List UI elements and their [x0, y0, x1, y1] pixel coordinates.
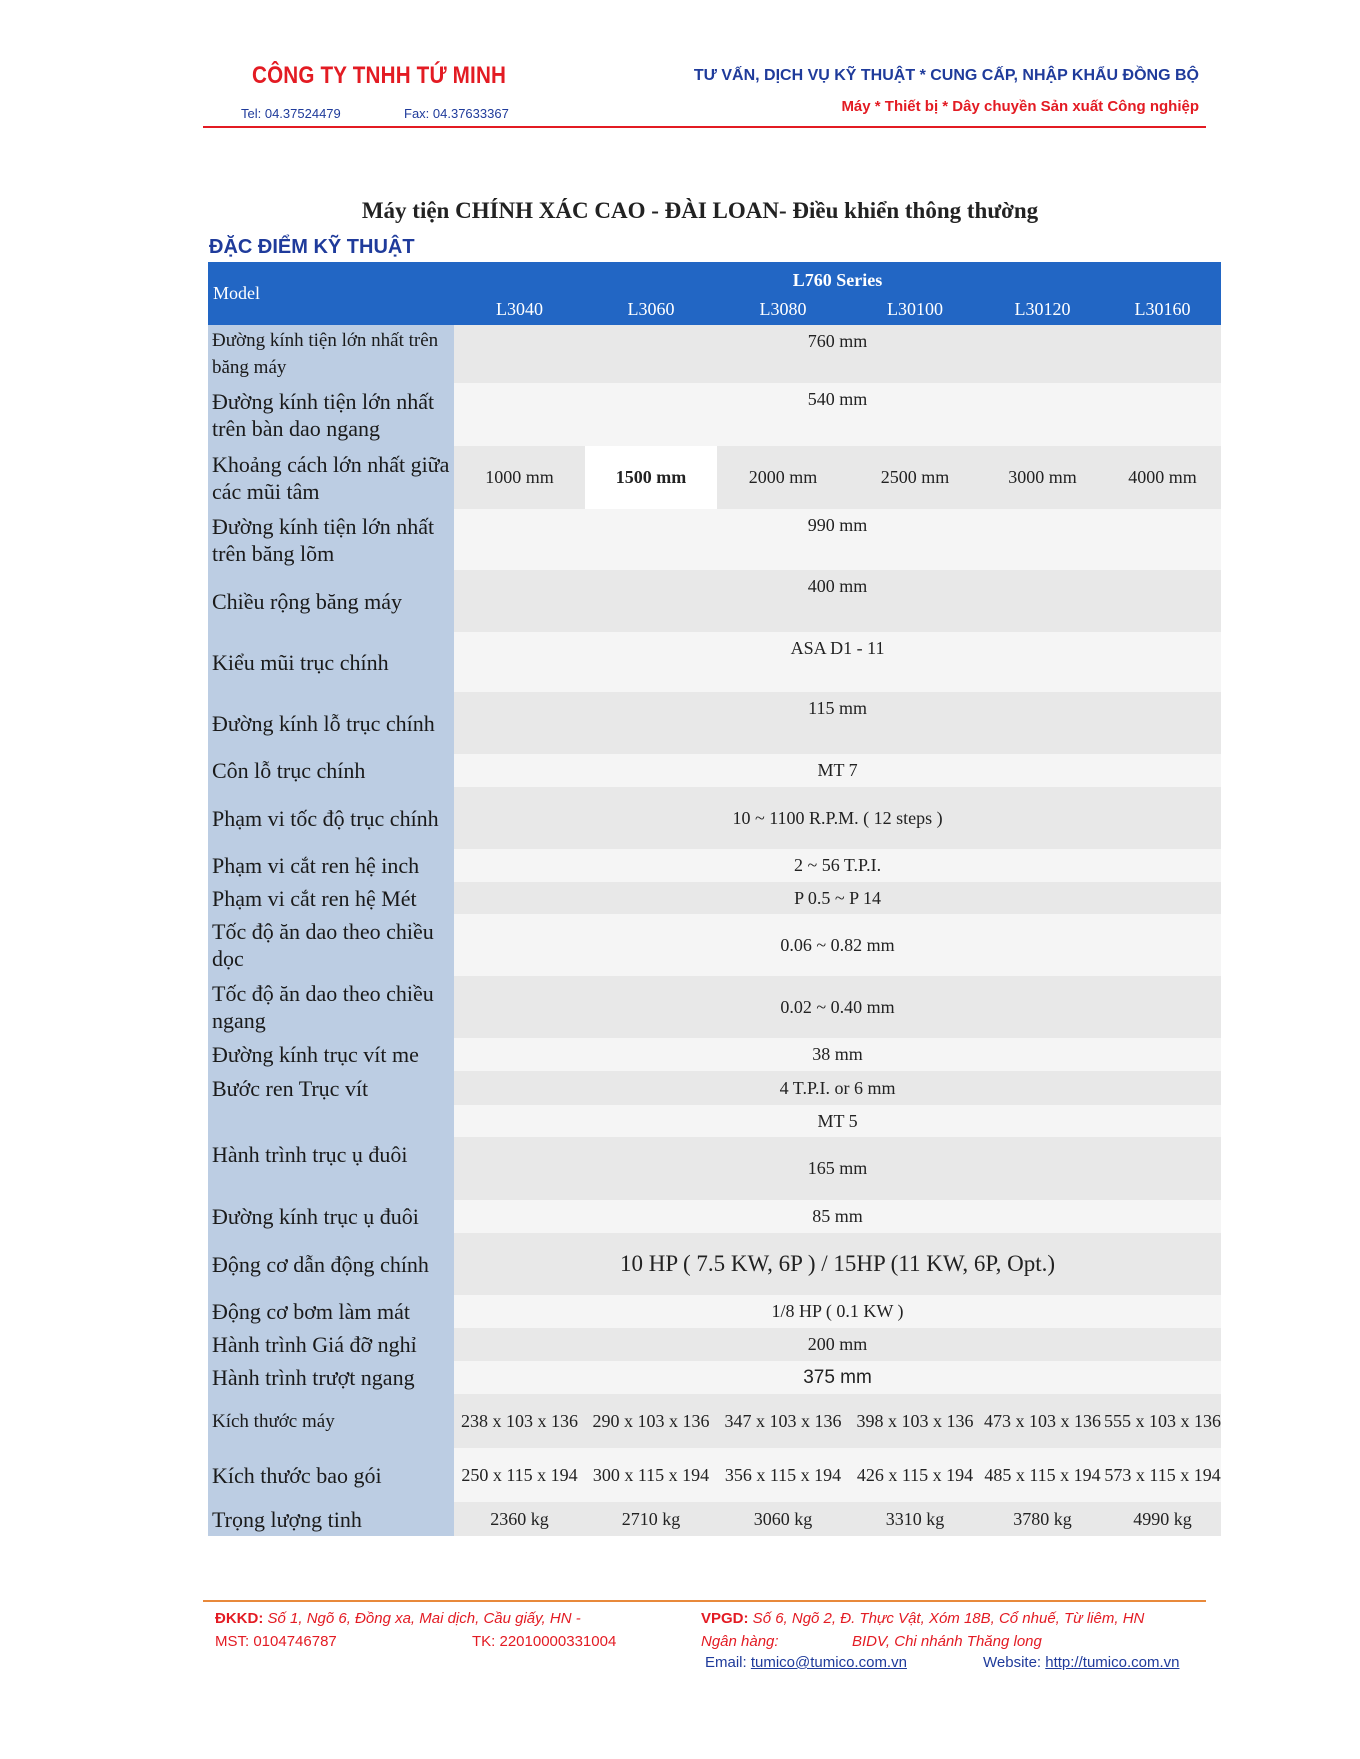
- series-header: L760 Series: [454, 262, 1221, 293]
- table-row: [208, 1071, 1221, 1105]
- table-row: [208, 570, 1221, 632]
- row-value: P 0.5 ~ P 14: [454, 882, 1221, 914]
- footer-mst: MST: 0104746787: [215, 1633, 337, 1650]
- row-value: 3780 kg: [981, 1502, 1104, 1536]
- section-title: ĐẶC ĐIỂM KỸ THUẬT: [209, 236, 415, 258]
- row-label: Kích thước máy: [208, 1394, 454, 1448]
- table-row: [208, 754, 1221, 787]
- row-label: Động cơ dẫn động chính: [208, 1233, 454, 1295]
- table-row: [208, 914, 1221, 976]
- row-value: 4990 kg: [1104, 1502, 1221, 1536]
- table-row: [208, 849, 1221, 882]
- footer-website: [983, 1654, 1179, 1671]
- row-value: ASA D1 - 11: [454, 632, 1221, 692]
- header-tagline-services: TƯ VẤN, DỊCH VỤ KỸ THUẬT * CUNG CẤP, NHẬP KHẨU ĐỒNG BỘ: [693, 67, 1199, 84]
- row-value: 2500 mm: [849, 446, 981, 509]
- row-value: 4000 mm: [1104, 446, 1221, 509]
- company-fax: Fax: 04.37633367: [404, 106, 509, 121]
- row-value: 85 mm: [454, 1200, 1221, 1233]
- row-label: Hành trình Giá đỡ nghỉ: [208, 1328, 454, 1361]
- row-label: Côn lỗ trục chính: [208, 754, 454, 787]
- row-label: Đường kính tiện lớn nhất trên băng máy: [208, 325, 454, 383]
- row-value: 555 x 103 x 136: [1104, 1394, 1221, 1448]
- footer-bank-name: BIDV, Chi nhánh Thăng long: [852, 1633, 1042, 1650]
- row-value: 165 mm: [454, 1137, 1221, 1200]
- spec-table: [208, 262, 1221, 1536]
- row-label: Bước ren Trục vít: [208, 1071, 454, 1105]
- model-name: L3060: [585, 293, 717, 325]
- row-label: Đường kính lỗ trục chính: [208, 692, 454, 754]
- row-value: 3000 mm: [981, 446, 1104, 509]
- row-value: 347 x 103 x 136: [717, 1394, 849, 1448]
- row-value: 300 x 115 x 194: [585, 1448, 717, 1502]
- table-row: [208, 509, 1221, 570]
- row-value: 2 ~ 56 T.P.I.: [454, 849, 1221, 882]
- row-value: 356 x 115 x 194: [717, 1448, 849, 1502]
- row-value: 400 mm: [454, 570, 1221, 632]
- row-value: 10 ~ 1100 R.P.M. ( 12 steps ): [454, 787, 1221, 849]
- document-title: Máy tiện CHÍNH XÁC CAO - ĐÀI LOAN- Điều khiển thông thường: [361, 198, 1039, 223]
- row-label: Đường kính tiện lớn nhất trên băng lõm: [208, 509, 454, 570]
- footer-account: TK: 22010000331004: [472, 1633, 617, 1650]
- row-value: 485 x 115 x 194: [981, 1448, 1104, 1502]
- email-link[interactable]: tumico@tumico.com.vn: [750, 1654, 907, 1671]
- table-row: [208, 1328, 1221, 1361]
- row-value-stack: [454, 1105, 1221, 1200]
- header-divider: [203, 126, 1206, 128]
- row-label: Kiểu mũi trục chính: [208, 632, 454, 692]
- table-header-row: [208, 262, 1221, 293]
- company-tel: Tel: 04.37524479: [241, 106, 341, 121]
- row-value: 375 mm: [454, 1361, 1221, 1394]
- model-header: Model: [208, 262, 454, 325]
- row-label: Phạm vi cắt ren hệ Mét: [208, 882, 454, 914]
- model-name: L30100: [849, 293, 981, 325]
- row-label: Hành trình trượt ngang: [208, 1361, 454, 1394]
- row-value: 2710 kg: [585, 1502, 717, 1536]
- model-name: L3040: [454, 293, 585, 325]
- footer-dkkd: [215, 1610, 581, 1627]
- row-value: 38 mm: [454, 1038, 1221, 1071]
- row-value: 760 mm: [454, 325, 1221, 383]
- company-name: CÔNG TY TNHH TỨ MINH: [252, 62, 507, 89]
- table-row: [208, 1448, 1221, 1502]
- row-value: 1000 mm: [454, 446, 585, 509]
- row-label: Kích thước bao gói: [208, 1448, 454, 1502]
- model-name: L30120: [981, 293, 1104, 325]
- footer-dkkd-address: Số 1, Ngõ 6, Đồng xa, Mai dịch, Cầu giấy, HN -: [263, 1610, 581, 1627]
- row-label: Đường kính tiện lớn nhất trên bàn dao ngang: [208, 383, 454, 446]
- row-value: 473 x 103 x 136: [981, 1394, 1104, 1448]
- row-label: Động cơ bơm làm mát: [208, 1295, 454, 1328]
- table-row: [208, 692, 1221, 754]
- table-row: [208, 1295, 1221, 1328]
- row-value-highlighted: 1500 mm: [585, 446, 717, 509]
- row-value: 290 x 103 x 136: [585, 1394, 717, 1448]
- website-link[interactable]: http://tumico.com.vn: [1045, 1654, 1180, 1671]
- footer-vpgd: [701, 1610, 1144, 1627]
- model-name: L30160: [1104, 293, 1221, 325]
- table-row: [208, 446, 1221, 509]
- row-value: 200 mm: [454, 1328, 1221, 1361]
- row-label: Phạm vi tốc độ trục chính: [208, 787, 454, 849]
- table-row: [208, 787, 1221, 849]
- table-row: [208, 1233, 1221, 1295]
- table-row: [208, 1038, 1221, 1071]
- row-label: Tốc độ ăn dao theo chiều dọc: [208, 914, 454, 976]
- row-value: 990 mm: [454, 509, 1221, 570]
- table-row: [208, 383, 1221, 446]
- row-label: Trọng lượng tinh: [208, 1502, 454, 1536]
- footer-vpgd-address: Số 6, Ngõ 2, Đ. Thực Vật, Xóm 18B, Cổ nhuế, Từ liêm, HN: [748, 1610, 1145, 1627]
- row-value: 398 x 103 x 136: [849, 1394, 981, 1448]
- row-value: 10 HP ( 7.5 KW, 6P ) / 15HP (11 KW, 6P, Opt.): [454, 1233, 1221, 1295]
- row-value: MT 5: [454, 1105, 1221, 1137]
- row-value: 1/8 HP ( 0.1 KW ): [454, 1295, 1221, 1328]
- row-value: MT 7: [454, 754, 1221, 787]
- footer-dkkd-label: ĐKKD:: [215, 1610, 264, 1627]
- footer-divider: [203, 1600, 1206, 1602]
- row-label: Hành trình trục ụ đuôi: [208, 1105, 454, 1200]
- row-value: 3060 kg: [717, 1502, 849, 1536]
- row-label: Phạm vi cắt ren hệ inch: [208, 849, 454, 882]
- footer-email-label: Email:: [705, 1654, 751, 1671]
- table-row: [208, 1105, 1221, 1200]
- row-value: 250 x 115 x 194: [454, 1448, 585, 1502]
- row-label: Đường kính trục vít me: [208, 1038, 454, 1071]
- row-value: 573 x 115 x 194: [1104, 1448, 1221, 1502]
- row-value: 0.02 ~ 0.40 mm: [454, 976, 1221, 1038]
- table-row: [208, 882, 1221, 914]
- row-value: 2000 mm: [717, 446, 849, 509]
- row-label: Khoảng cách lớn nhất giữa các mũi tâm: [208, 446, 454, 509]
- row-label: Đường kính trục ụ đuôi: [208, 1200, 454, 1233]
- footer-email: [705, 1654, 907, 1671]
- row-value: 115 mm: [454, 692, 1221, 754]
- row-value: 0.06 ~ 0.82 mm: [454, 914, 1221, 976]
- model-name: L3080: [717, 293, 849, 325]
- header-tagline-products: Máy * Thiết bị * Dây chuyền Sản xuất Công nghiệp: [841, 98, 1199, 115]
- row-value: 540 mm: [454, 383, 1221, 446]
- table-row: [208, 1394, 1221, 1448]
- row-value: 426 x 115 x 194: [849, 1448, 981, 1502]
- table-row: [208, 1502, 1221, 1536]
- table-row: [208, 976, 1221, 1038]
- table-row: [208, 1200, 1221, 1233]
- row-value: 4 T.P.I. or 6 mm: [454, 1071, 1221, 1105]
- row-label: Chiều rộng băng máy: [208, 570, 454, 632]
- table-row: [208, 632, 1221, 692]
- row-value: 3310 kg: [849, 1502, 981, 1536]
- footer-website-label: Website:: [983, 1654, 1046, 1671]
- row-label: Tốc độ ăn dao theo chiều ngang: [208, 976, 454, 1038]
- table-row: [208, 325, 1221, 383]
- footer-bank-label: Ngân hàng:: [701, 1633, 779, 1650]
- row-value: 2360 kg: [454, 1502, 585, 1536]
- row-value: 238 x 103 x 136: [454, 1394, 585, 1448]
- table-row: [208, 1361, 1221, 1394]
- footer-vpgd-label: VPGD:: [701, 1610, 749, 1627]
